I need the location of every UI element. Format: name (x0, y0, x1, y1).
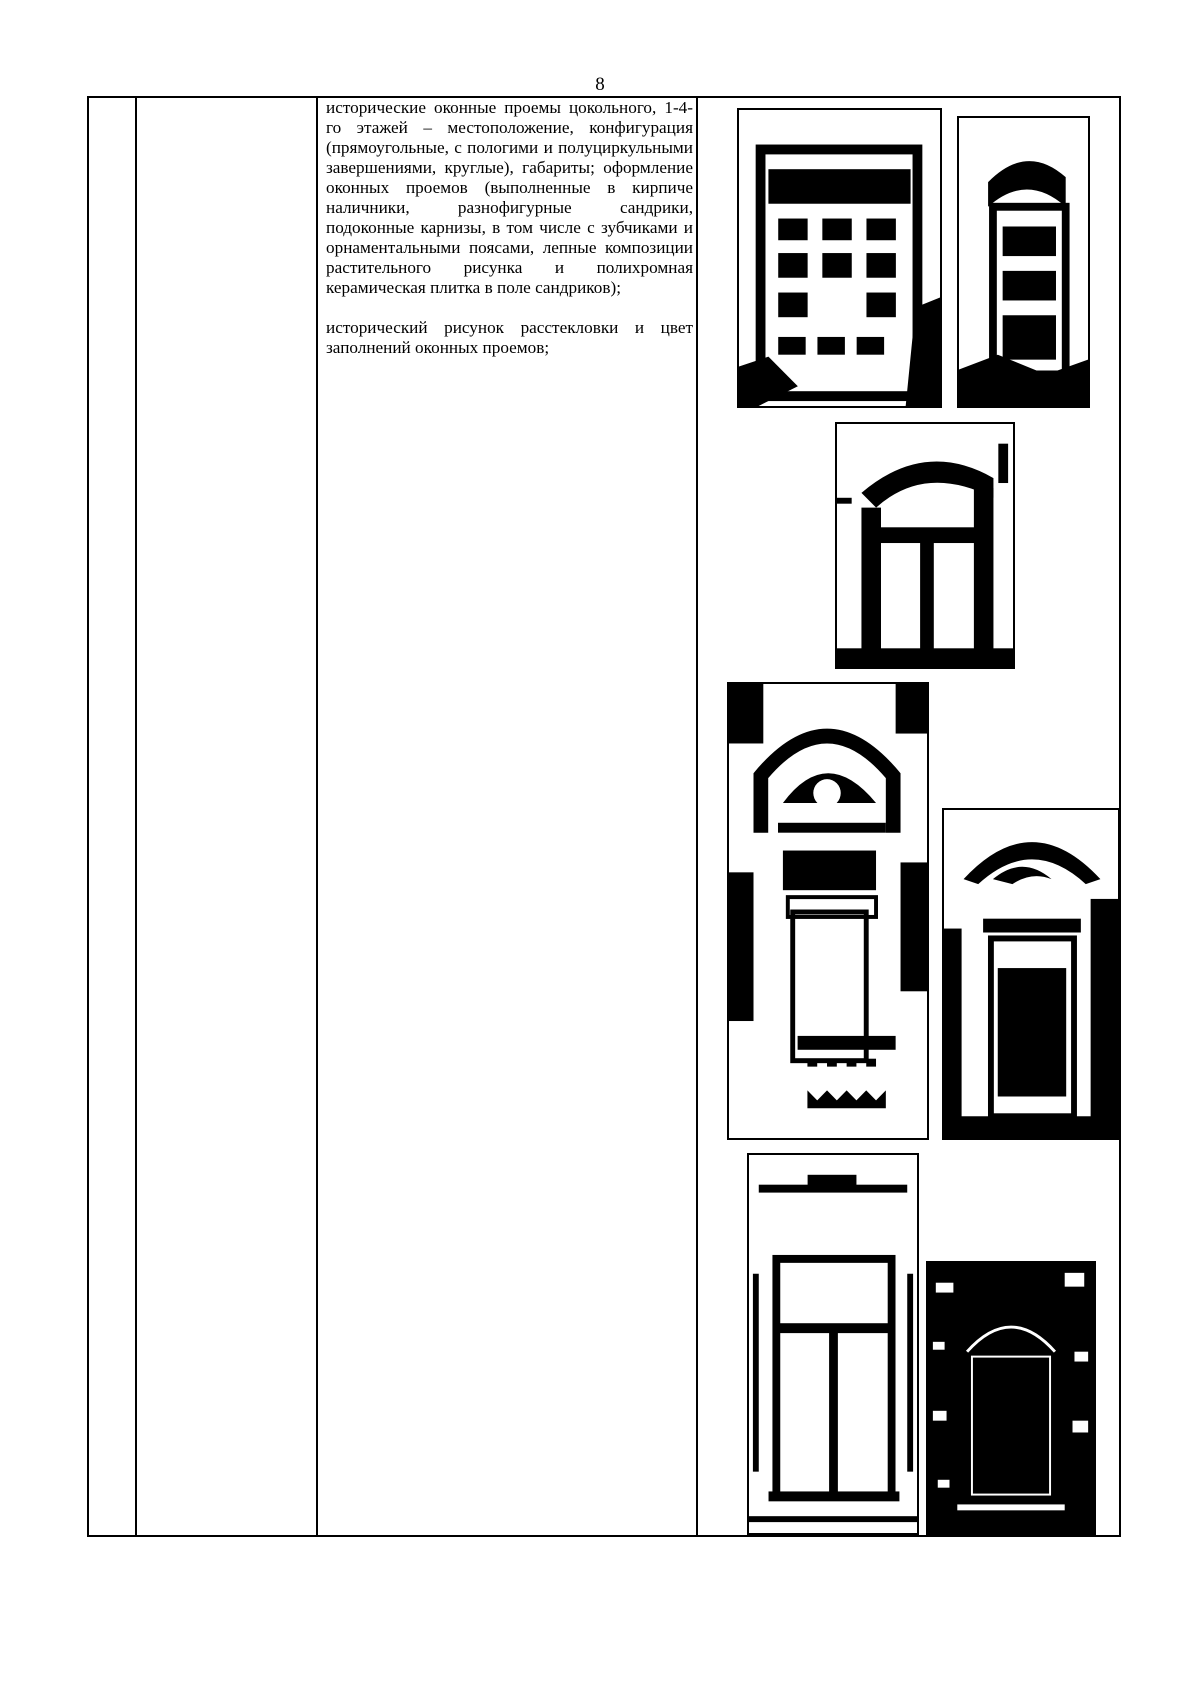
page-number: 8 (595, 74, 605, 95)
window-rectangular-sandrik-photo (747, 1153, 919, 1535)
window-semicircular-ornament-photo (727, 682, 929, 1140)
window-shell-hood-photo (942, 808, 1120, 1140)
protected-subject-cell (326, 98, 693, 378)
window-arched-frame-photo (835, 422, 1015, 669)
window-segmental-photo (957, 116, 1090, 408)
window-dark-arched-photo (926, 1261, 1096, 1535)
window-multipane-photo (737, 108, 942, 408)
column-divider-2 (316, 98, 318, 1535)
protected-elements-table (87, 96, 1121, 1537)
column-divider-1 (135, 98, 137, 1535)
glazing-paragraph: исторический рисунок расстекловки и цвет заполнений оконных проемов; (326, 318, 693, 357)
column-divider-3 (696, 98, 698, 1535)
window-openings-paragraph: исторические оконные проемы цокольного, 1-4-го этажей – местоположение, конфигурация (прямоугольные, с пологими и полуциркульными завершениями, круглые), габариты; оформление оконных проемов (выполненные в кирпиче наличники, разнофигурные сандрики, подоконные карнизы, в том числе с зубчиками и орнаментальными поясами, лепные композиции растительного рисунка и полихромная керамическая плитка в поле сандриков); (326, 98, 693, 297)
